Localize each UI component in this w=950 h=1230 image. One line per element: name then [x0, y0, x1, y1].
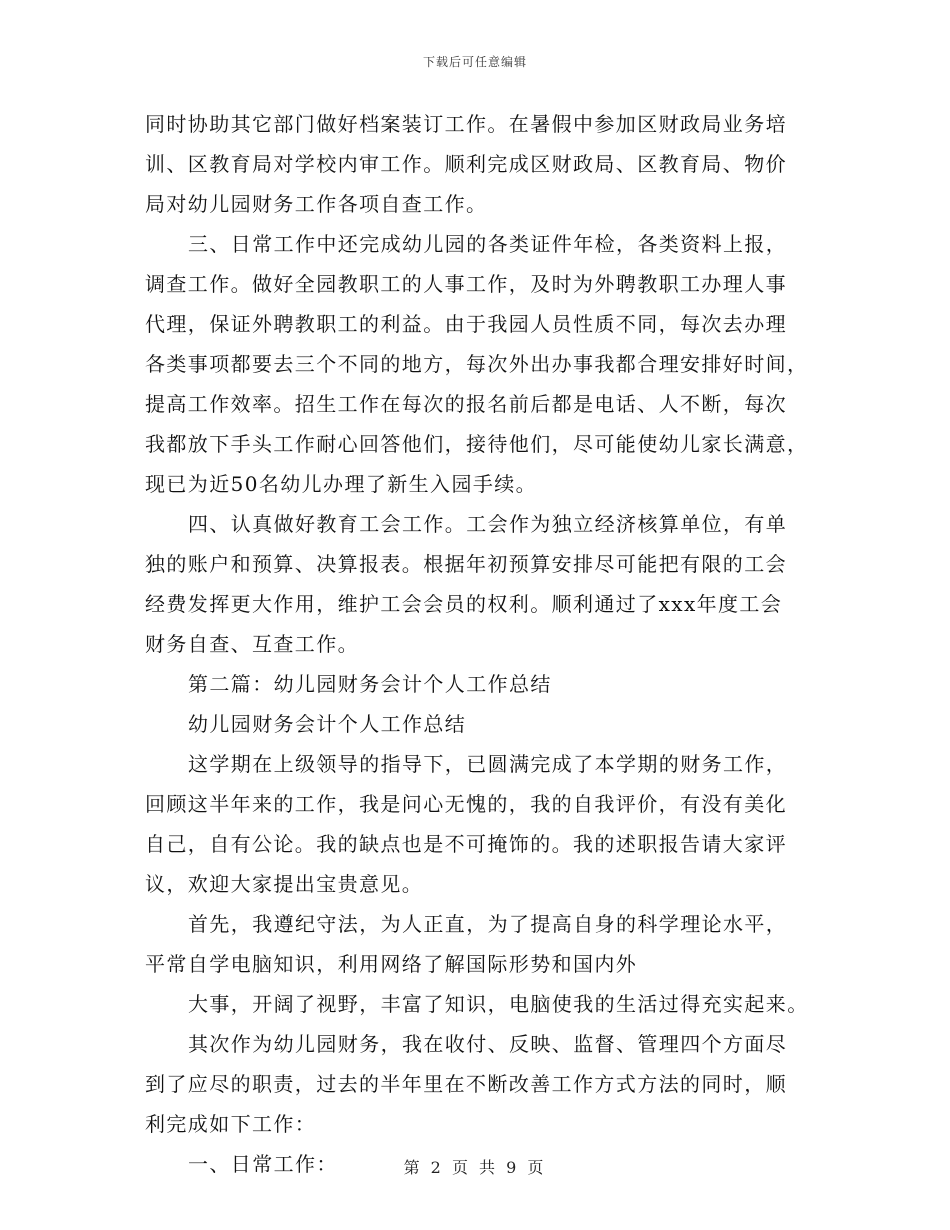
body-line: 提高工作效率。招生工作在每次的报名前后都是电话、人不断，每次	[145, 392, 787, 416]
body-line: 我都放下手头工作耐心回答他们，接待他们，尽可能使幼儿家长满意，	[145, 432, 809, 456]
document-title: 幼儿园财务会计个人工作总结	[188, 712, 467, 736]
page-header-note: 下载后可任意编辑	[422, 55, 527, 69]
body-line: 首先，我遵纪守法，为人正直，为了提高自身的科学理论水平，	[188, 912, 788, 936]
body-line: 大事，开阔了视野，丰富了知识，电脑使我的生活过得充实起来。	[188, 992, 809, 1016]
body-line: 议，欢迎大家提出宝贵意见。	[145, 872, 424, 896]
section-heading: 第二篇：幼儿园财务会计个人工作总结	[188, 672, 552, 696]
body-line: 回顾这半年来的工作，我是问心无愧的，我的自我评价，有没有美化	[145, 792, 787, 816]
body-line: 调查工作。做好全园教职工的人事工作，及时为外聘教职工办理人事	[145, 272, 787, 296]
body-line: 局对幼儿园财务工作各项自查工作。	[145, 192, 488, 216]
body-line: 三、日常工作中还完成幼儿园的各类证件年检，各类资料上报，	[188, 232, 788, 256]
document-body	[145, 104, 807, 1184]
body-line: 平常自学电脑知识，利用网络了解国际形势和国内外	[145, 952, 638, 976]
body-line: 四、认真做好教育工会工作。工会作为独立经济核算单位，有单	[188, 512, 788, 536]
body-line: 利完成如下工作：	[145, 1112, 317, 1136]
body-line: 其次作为幼儿园财务，我在收付、反映、监督、管理四个方面尽	[188, 1032, 788, 1056]
body-line: 一、日常工作：	[188, 1152, 338, 1176]
body-line: 这学期在上级领导的指导下，已圆满完成了本学期的财务工作，	[188, 752, 788, 776]
body-line: 现已为近50名幼儿办理了新生入园手续。	[145, 472, 538, 496]
body-line: 独的账户和预算、决算报表。根据年初预算安排尽可能把有限的工会	[145, 552, 787, 576]
body-line: 训、区教育局对学校内审工作。顺利完成区财政局、区教育局、物价	[145, 152, 787, 176]
body-line: 自己，自有公论。我的缺点也是不可掩饰的。我的述职报告请大家评	[145, 832, 787, 856]
body-line: 财务自查、互查工作。	[145, 632, 359, 656]
page-number-footer: 第 2 页 共 9 页	[403, 1158, 547, 1177]
body-line: 同时协助其它部门做好档案装订工作。在暑假中参加区财政局业务培	[145, 112, 787, 136]
body-line: 到了应尽的职责，过去的半年里在不断改善工作方式方法的同时，顺	[145, 1072, 787, 1096]
body-line: 代理，保证外聘教职工的利益。由于我园人员性质不同，每次去办理	[145, 312, 787, 336]
body-line: 各类事项都要去三个不同的地方，每次外出办事我都合理安排好时间，	[145, 352, 809, 376]
body-line: 经费发挥更大作用，维护工会会员的权利。顺利通过了xxx年度工会	[145, 592, 783, 616]
